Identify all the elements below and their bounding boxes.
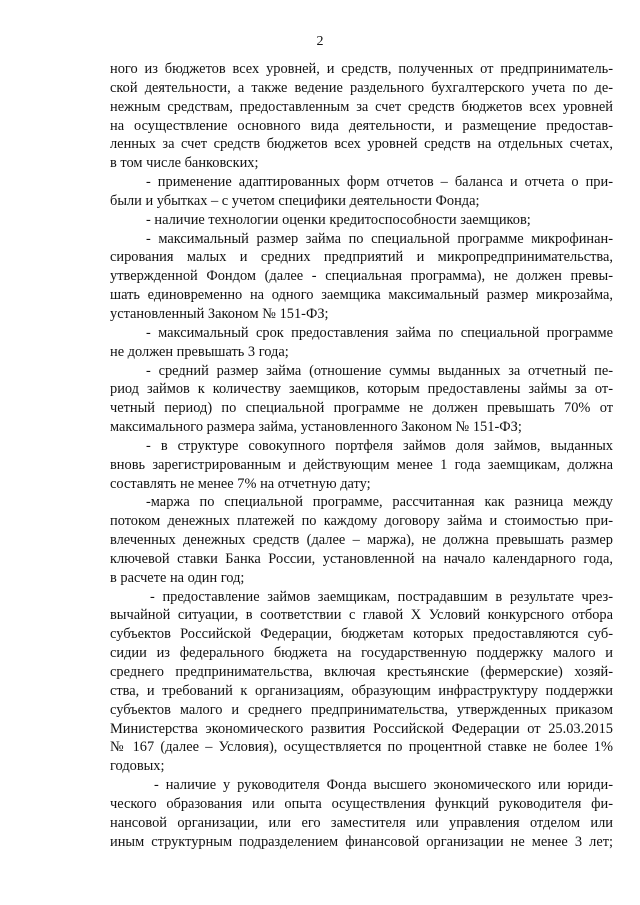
- text-line: ключевой ставки Банка России, установленной на начало календарного года,: [110, 550, 613, 567]
- document-body: [110, 60, 613, 851]
- text-line: сирования малых и средних предприятий и микропредпринимательства,: [110, 249, 613, 266]
- text-line: нежным средствам, предоставленным за счет средств бюджетов всех уровней: [110, 98, 613, 115]
- text-line: шать единовременно на одного заемщика максимальный размер микрозайма,: [110, 287, 613, 304]
- text-line: ческого образования или опыта осуществления функций руководителя фи-: [110, 795, 613, 812]
- text-line: среднего предпринимательства, включая крестьянские (фермерские) хозяй-: [110, 664, 613, 680]
- page-number: 2: [316, 34, 324, 49]
- text-line: Министерства экономического развития Российской Федерации от 25.03.2015: [110, 720, 613, 737]
- text-line: четный период) по специальной программе не должен превышать 70% от: [110, 400, 613, 417]
- text-line: вычайной ситуации, в соответствии с главой X Условий конкурсного отбора: [110, 607, 613, 624]
- text-line: -маржа по специальной программе, рассчитанная как разница между: [146, 494, 613, 511]
- text-line: риод займов к количеству заемщиков, которым предоставлены займы за от-: [110, 381, 613, 398]
- text-line: сидии из федерального бюджета на государственную поддержку малого и: [110, 645, 613, 662]
- text-line: были и убытках – с учетом специфики деятельности Фонда;: [110, 192, 480, 209]
- text-line: составлять не менее 7% на отчетную дату;: [110, 475, 371, 492]
- text-line: - наличие технологии оценки кредитоспособности заемщиков;: [146, 211, 531, 228]
- text-line: утвержденной Фондом (далее - специальная программа), не должен превы-: [110, 268, 613, 285]
- text-line: - максимальный размер займа по специальной программе микрофинан-: [146, 230, 613, 247]
- text-line: - наличие у руководителя Фонда высшего экономического или юриди-: [154, 777, 613, 794]
- text-line: № 167 (далее – Условия), осуществляется по процентной ставке не более 1%: [110, 739, 613, 756]
- text-line: на осуществление основного вида деятельности, и размещение предостав-: [110, 117, 613, 134]
- text-line: в том числе банковских;: [110, 155, 259, 172]
- text-line: ленных за счет средств бюджетов всех уровней средств на отдельных счетах,: [110, 136, 613, 153]
- text-line: - максимальный срок предоставления займа по специальной программе: [146, 324, 613, 341]
- text-line: вновь зарегистрированным и действующим менее 1 года заемщикам, должна: [110, 456, 613, 473]
- text-line: ного из бюджетов всех уровней, и средств, полученных от предприниматель-: [110, 61, 613, 77]
- text-line: ской деятельности, а также ведение раздельного бухгалтерского учета по де-: [110, 79, 613, 96]
- text-line: влеченных денежных средств (далее – маржа), не должна превышать размер: [110, 532, 613, 549]
- text-line: не должен превышать 3 года;: [110, 343, 289, 360]
- text-line: годовых;: [110, 758, 165, 775]
- text-line: - предоставление займов заемщикам, пострадавшим в результате чрез-: [150, 588, 613, 605]
- text-line: субъектов малого и среднего предпринимательства, утвержденных приказом: [110, 701, 613, 718]
- text-line: установленный Законом № 151-ФЗ;: [110, 305, 329, 322]
- text-line: субъектов Российской Федерации, бюджетам которых предоставляются суб-: [110, 626, 613, 643]
- text-line: в расчете на один год;: [110, 569, 245, 586]
- text-line: - применение адаптированных форм отчетов – баланса и отчета о при-: [146, 174, 613, 191]
- text-line: - средний размер займа (отношение суммы выданных за отчетный пе-: [146, 362, 613, 379]
- text-line: - в структуре совокупного портфеля займов доля займов, выданных: [146, 437, 613, 454]
- text-line: максимального размера займа, установленного Законом № 151-ФЗ;: [110, 419, 522, 436]
- text-line: нансовой организации, или его заместителя или управления отделом или: [110, 814, 613, 831]
- text-line: потоком денежных платежей по каждому договору займа и стоимостью при-: [110, 513, 613, 530]
- text-line: ства, и требований к организациям, образующим инфраструктуру поддержки: [110, 682, 613, 699]
- text-line: иным структурным подразделением финансовой организации не менее 3 лет;: [110, 833, 613, 850]
